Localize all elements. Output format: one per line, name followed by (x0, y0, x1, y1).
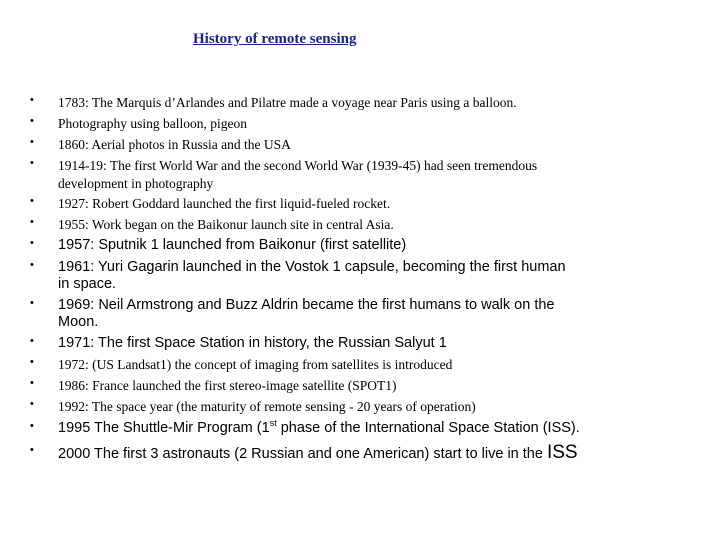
item-text (58, 420, 698, 437)
bullet: • (30, 216, 34, 228)
bullet: • (30, 356, 34, 368)
item-text: 1860: Aerial photos in Russia and the USA (58, 137, 291, 152)
item-text: 1783: The Marquis d’Arlandes and Pilatre made a voyage near Paris using a balloon. (58, 95, 517, 110)
item-text-part: 2000 The first 3 astronauts (2 Russian and one American) start to live in the (58, 446, 547, 462)
iss-label: ISS (546, 442, 578, 463)
item-text: 1972: (US Landsat1) the concept of imaging from satellites is introduced (58, 357, 453, 372)
bullet: • (30, 259, 34, 271)
bullet: • (30, 237, 34, 249)
item-text (58, 259, 698, 293)
item-text-line: 1914-19: The first World War and the second World War (1939-45) had seen tremendous (58, 158, 538, 173)
item-text (58, 157, 698, 193)
item-text (58, 297, 698, 331)
bullet: • (30, 297, 34, 309)
item-text-line: development in photography (58, 176, 214, 191)
bullet: • (30, 335, 34, 347)
item-text (58, 444, 698, 463)
item-text: 1971: The first Space Station in history, the Russian Salyut 1 (58, 335, 447, 351)
ordinal-superscript: st (269, 418, 277, 429)
bullet: • (30, 398, 34, 410)
item-text: 1957: Sputnik 1 launched from Baikonur (first satellite) (58, 237, 407, 253)
item-text: Photography using balloon, pigeon (58, 116, 247, 131)
bullet: • (30, 195, 34, 207)
item-text: 1955: Work began on the Baikonur launch site in central Asia. (58, 217, 394, 232)
item-text-part: phase of the International Space Station (ISS). (276, 420, 580, 436)
item-text-line: 1961: Yuri Gagarin launched in the Vostok 1 capsule, becoming the first human (58, 259, 566, 275)
bullet: • (30, 157, 34, 169)
item-text-part: 1995 The Shuttle-Mir Program (1 (58, 420, 270, 436)
bullet: • (30, 420, 34, 432)
item-text: 1986: France launched the first stereo-image satellite (SPOT1) (58, 378, 397, 393)
bullet: • (30, 377, 34, 389)
bullet: • (30, 136, 34, 148)
item-text-line: Moon. (58, 314, 99, 330)
item-text-line: 1969: Neil Armstrong and Buzz Aldrin became the first humans to walk on the (58, 297, 555, 313)
bullet: • (30, 94, 34, 106)
item-text-line: in space. (58, 276, 117, 292)
bullet: • (30, 444, 34, 456)
item-text: 1927: Robert Goddard launched the first liquid-fueled rocket. (58, 196, 391, 211)
item-text: 1992: The space year (the maturity of remote sensing - 20 years of operation) (58, 399, 476, 414)
bullet: • (30, 115, 34, 127)
page-title: History of remote sensing (193, 31, 357, 47)
